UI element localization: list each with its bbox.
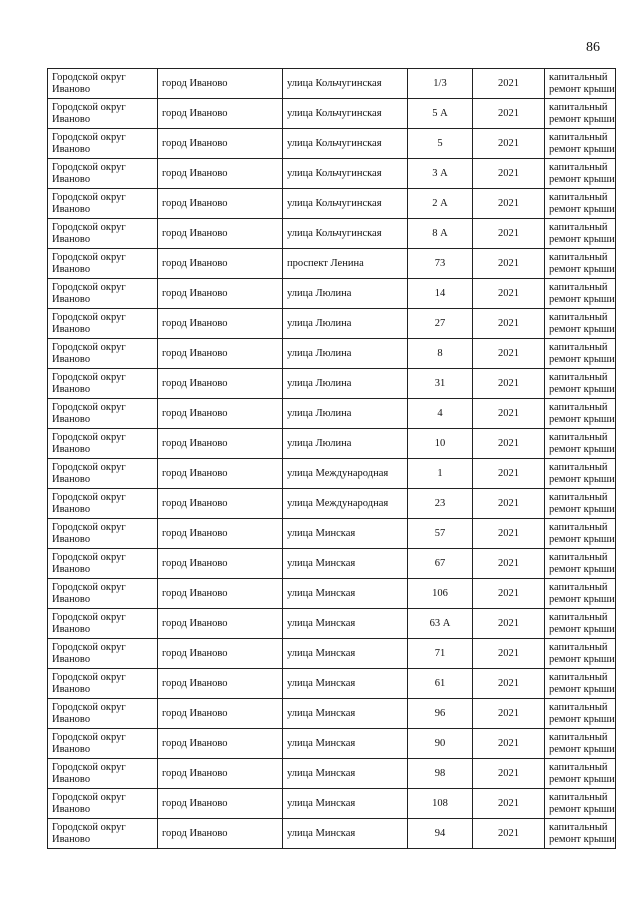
- district-cell: [48, 339, 158, 369]
- work-type-cell: [545, 309, 616, 339]
- district-line: Городской округ: [52, 792, 126, 803]
- table-row: [48, 639, 616, 669]
- city-cell: город Иваново: [158, 459, 283, 489]
- street-cell: улица Минская: [283, 759, 408, 789]
- work-type-line: капитальный: [549, 462, 608, 473]
- district-cell: [48, 399, 158, 429]
- table-row: [48, 699, 616, 729]
- work-type-line: капитальный: [549, 342, 608, 353]
- year-cell: 2021: [473, 729, 545, 759]
- housing-repair-table: [47, 68, 616, 849]
- work-type-cell: [545, 369, 616, 399]
- work-type-line: ремонт крыши: [549, 563, 615, 575]
- district-line: Городской округ: [52, 132, 126, 143]
- district-cell: [48, 639, 158, 669]
- year-cell: 2021: [473, 219, 545, 249]
- house-number-cell: 61: [408, 669, 473, 699]
- work-type-line: капитальный: [549, 192, 608, 203]
- city-cell: город Иваново: [158, 189, 283, 219]
- work-type-cell: [545, 99, 616, 129]
- year-cell: 2021: [473, 519, 545, 549]
- street-cell: улица Минская: [283, 609, 408, 639]
- district-line: Иваново: [52, 773, 91, 785]
- district-line: Иваново: [52, 233, 91, 245]
- district-line: Городской округ: [52, 672, 126, 683]
- district-line: Иваново: [52, 83, 91, 95]
- work-type-line: ремонт крыши: [549, 293, 615, 305]
- year-cell: 2021: [473, 429, 545, 459]
- district-line: Городской округ: [52, 432, 126, 443]
- district-line: Иваново: [52, 143, 91, 155]
- work-type-line: ремонт крыши: [549, 773, 615, 785]
- house-number-cell: 10: [408, 429, 473, 459]
- street-cell: улица Люлина: [283, 399, 408, 429]
- district-cell: [48, 249, 158, 279]
- work-type-line: капитальный: [549, 72, 608, 83]
- district-line: Городской округ: [52, 822, 126, 833]
- district-line: Иваново: [52, 173, 91, 185]
- year-cell: 2021: [473, 639, 545, 669]
- district-line: Иваново: [52, 533, 91, 545]
- city-cell: город Иваново: [158, 69, 283, 99]
- street-cell: улица Международная: [283, 489, 408, 519]
- district-cell: [48, 489, 158, 519]
- work-type-line: ремонт крыши: [549, 803, 615, 815]
- district-cell: [48, 519, 158, 549]
- city-cell: город Иваново: [158, 429, 283, 459]
- district-line: Иваново: [52, 353, 91, 365]
- table-row: [48, 249, 616, 279]
- district-cell: [48, 159, 158, 189]
- district-line: Городской округ: [52, 462, 126, 473]
- house-number-cell: 27: [408, 309, 473, 339]
- work-type-line: ремонт крыши: [549, 623, 615, 635]
- city-cell: город Иваново: [158, 159, 283, 189]
- street-cell: улица Люлина: [283, 339, 408, 369]
- year-cell: 2021: [473, 399, 545, 429]
- district-line: Городской округ: [52, 522, 126, 533]
- work-type-cell: [545, 759, 616, 789]
- city-cell: город Иваново: [158, 759, 283, 789]
- district-cell: [48, 99, 158, 129]
- work-type-line: ремонт крыши: [549, 653, 615, 665]
- work-type-cell: [545, 789, 616, 819]
- year-cell: 2021: [473, 699, 545, 729]
- city-cell: город Иваново: [158, 519, 283, 549]
- city-cell: город Иваново: [158, 579, 283, 609]
- house-number-cell: 63 А: [408, 609, 473, 639]
- district-line: Иваново: [52, 593, 91, 605]
- city-cell: город Иваново: [158, 219, 283, 249]
- city-cell: город Иваново: [158, 639, 283, 669]
- house-number-cell: 5: [408, 129, 473, 159]
- district-line: Иваново: [52, 803, 91, 815]
- house-number-cell: 5 А: [408, 99, 473, 129]
- district-cell: [48, 129, 158, 159]
- work-type-cell: [545, 609, 616, 639]
- work-type-line: капитальный: [549, 552, 608, 563]
- street-cell: улица Минская: [283, 519, 408, 549]
- district-line: Городской округ: [52, 552, 126, 563]
- work-type-line: капитальный: [549, 732, 608, 743]
- city-cell: город Иваново: [158, 309, 283, 339]
- street-cell: улица Международная: [283, 459, 408, 489]
- district-line: Иваново: [52, 293, 91, 305]
- district-line: Городской округ: [52, 612, 126, 623]
- house-number-cell: 96: [408, 699, 473, 729]
- street-cell: улица Люлина: [283, 279, 408, 309]
- city-cell: город Иваново: [158, 399, 283, 429]
- street-cell: улица Кольчугинская: [283, 189, 408, 219]
- district-line: Городской округ: [52, 732, 126, 743]
- house-number-cell: 90: [408, 729, 473, 759]
- work-type-cell: [545, 639, 616, 669]
- street-cell: улица Люлина: [283, 369, 408, 399]
- city-cell: город Иваново: [158, 369, 283, 399]
- work-type-cell: [545, 219, 616, 249]
- work-type-cell: [545, 129, 616, 159]
- district-line: Иваново: [52, 713, 91, 725]
- street-cell: улица Кольчугинская: [283, 69, 408, 99]
- year-cell: 2021: [473, 489, 545, 519]
- district-cell: [48, 789, 158, 819]
- street-cell: улица Минская: [283, 819, 408, 849]
- work-type-cell: [545, 579, 616, 609]
- table-body: [48, 69, 616, 849]
- table-row: [48, 99, 616, 129]
- table-row: [48, 759, 616, 789]
- house-number-cell: 1: [408, 459, 473, 489]
- work-type-cell: [545, 189, 616, 219]
- year-cell: 2021: [473, 459, 545, 489]
- work-type-line: ремонт крыши: [549, 413, 615, 425]
- work-type-line: ремонт крыши: [549, 683, 615, 695]
- district-line: Городской округ: [52, 492, 126, 503]
- house-number-cell: 94: [408, 819, 473, 849]
- city-cell: город Иваново: [158, 99, 283, 129]
- table-row: [48, 729, 616, 759]
- house-number-cell: 73: [408, 249, 473, 279]
- work-type-line: ремонт крыши: [549, 593, 615, 605]
- work-type-cell: [545, 249, 616, 279]
- year-cell: 2021: [473, 249, 545, 279]
- work-type-line: капитальный: [549, 372, 608, 383]
- house-number-cell: 2 А: [408, 189, 473, 219]
- street-cell: улица Минская: [283, 549, 408, 579]
- street-cell: улица Кольчугинская: [283, 129, 408, 159]
- district-line: Городской округ: [52, 702, 126, 713]
- house-number-cell: 3 А: [408, 159, 473, 189]
- district-line: Городской округ: [52, 762, 126, 773]
- work-type-line: ремонт крыши: [549, 143, 615, 155]
- year-cell: 2021: [473, 609, 545, 639]
- work-type-cell: [545, 69, 616, 99]
- house-number-cell: 108: [408, 789, 473, 819]
- table-row: [48, 579, 616, 609]
- work-type-line: капитальный: [549, 672, 608, 683]
- district-line: Иваново: [52, 683, 91, 695]
- table-row: [48, 489, 616, 519]
- work-type-line: ремонт крыши: [549, 383, 615, 395]
- work-type-line: капитальный: [549, 702, 608, 713]
- house-number-cell: 1/3: [408, 69, 473, 99]
- work-type-line: капитальный: [549, 762, 608, 773]
- district-cell: [48, 579, 158, 609]
- year-cell: 2021: [473, 69, 545, 99]
- table-row: [48, 159, 616, 189]
- work-type-line: капитальный: [549, 582, 608, 593]
- table-row: [48, 429, 616, 459]
- district-cell: [48, 189, 158, 219]
- work-type-line: ремонт крыши: [549, 203, 615, 215]
- street-cell: улица Кольчугинская: [283, 99, 408, 129]
- work-type-line: капитальный: [549, 432, 608, 443]
- work-type-line: капитальный: [549, 312, 608, 323]
- table-row: [48, 189, 616, 219]
- year-cell: 2021: [473, 279, 545, 309]
- district-line: Городской округ: [52, 312, 126, 323]
- year-cell: 2021: [473, 189, 545, 219]
- district-line: Городской округ: [52, 282, 126, 293]
- work-type-line: капитальный: [549, 612, 608, 623]
- year-cell: 2021: [473, 669, 545, 699]
- district-line: Иваново: [52, 323, 91, 335]
- district-line: Иваново: [52, 653, 91, 665]
- work-type-cell: [545, 459, 616, 489]
- house-number-cell: 14: [408, 279, 473, 309]
- work-type-cell: [545, 279, 616, 309]
- work-type-cell: [545, 159, 616, 189]
- year-cell: 2021: [473, 99, 545, 129]
- year-cell: 2021: [473, 759, 545, 789]
- work-type-line: ремонт крыши: [549, 353, 615, 365]
- work-type-cell: [545, 549, 616, 579]
- table-row: [48, 279, 616, 309]
- table-row: [48, 369, 616, 399]
- table-row: [48, 819, 616, 849]
- street-cell: улица Минская: [283, 729, 408, 759]
- district-line: Иваново: [52, 203, 91, 215]
- district-cell: [48, 609, 158, 639]
- house-number-cell: 23: [408, 489, 473, 519]
- street-cell: улица Минская: [283, 669, 408, 699]
- table-row: [48, 309, 616, 339]
- district-line: Городской округ: [52, 102, 126, 113]
- table-row: [48, 669, 616, 699]
- district-line: Иваново: [52, 563, 91, 575]
- street-cell: улица Кольчугинская: [283, 159, 408, 189]
- house-number-cell: 4: [408, 399, 473, 429]
- district-line: Городской округ: [52, 222, 126, 233]
- page-number: 86: [586, 40, 600, 55]
- work-type-line: капитальный: [549, 132, 608, 143]
- street-cell: проспект Ленина: [283, 249, 408, 279]
- work-type-line: ремонт крыши: [549, 173, 615, 185]
- work-type-line: капитальный: [549, 822, 608, 833]
- work-type-line: ремонт крыши: [549, 233, 615, 245]
- house-number-cell: 106: [408, 579, 473, 609]
- work-type-line: капитальный: [549, 162, 608, 173]
- work-type-cell: [545, 669, 616, 699]
- year-cell: 2021: [473, 549, 545, 579]
- street-cell: улица Минская: [283, 789, 408, 819]
- work-type-line: капитальный: [549, 402, 608, 413]
- city-cell: город Иваново: [158, 549, 283, 579]
- district-cell: [48, 279, 158, 309]
- street-cell: улица Люлина: [283, 429, 408, 459]
- house-number-cell: 98: [408, 759, 473, 789]
- table-row: [48, 789, 616, 819]
- work-type-line: капитальный: [549, 252, 608, 263]
- table-row: [48, 219, 616, 249]
- district-cell: [48, 669, 158, 699]
- district-line: Иваново: [52, 833, 91, 845]
- district-line: Иваново: [52, 743, 91, 755]
- district-cell: [48, 429, 158, 459]
- district-cell: [48, 549, 158, 579]
- district-line: Городской округ: [52, 252, 126, 263]
- work-type-line: капитальный: [549, 282, 608, 293]
- district-line: Городской округ: [52, 342, 126, 353]
- work-type-cell: [545, 489, 616, 519]
- district-line: Городской округ: [52, 192, 126, 203]
- city-cell: город Иваново: [158, 669, 283, 699]
- year-cell: 2021: [473, 579, 545, 609]
- house-number-cell: 8: [408, 339, 473, 369]
- city-cell: город Иваново: [158, 129, 283, 159]
- district-cell: [48, 69, 158, 99]
- district-cell: [48, 309, 158, 339]
- district-line: Иваново: [52, 623, 91, 635]
- table-row: [48, 549, 616, 579]
- district-cell: [48, 759, 158, 789]
- district-line: Городской округ: [52, 72, 126, 83]
- street-cell: улица Минская: [283, 699, 408, 729]
- work-type-line: ремонт крыши: [549, 743, 615, 755]
- district-line: Иваново: [52, 413, 91, 425]
- work-type-line: ремонт крыши: [549, 713, 615, 725]
- district-line: Городской округ: [52, 642, 126, 653]
- street-cell: улица Кольчугинская: [283, 219, 408, 249]
- street-cell: улица Минская: [283, 639, 408, 669]
- work-type-cell: [545, 729, 616, 759]
- city-cell: город Иваново: [158, 489, 283, 519]
- work-type-line: капитальный: [549, 792, 608, 803]
- table-row: [48, 459, 616, 489]
- district-line: Городской округ: [52, 402, 126, 413]
- table-row: [48, 609, 616, 639]
- district-cell: [48, 729, 158, 759]
- work-type-line: ремонт крыши: [549, 533, 615, 545]
- year-cell: 2021: [473, 159, 545, 189]
- year-cell: 2021: [473, 129, 545, 159]
- house-number-cell: 67: [408, 549, 473, 579]
- city-cell: город Иваново: [158, 699, 283, 729]
- city-cell: город Иваново: [158, 249, 283, 279]
- city-cell: город Иваново: [158, 609, 283, 639]
- work-type-cell: [545, 399, 616, 429]
- table-row: [48, 129, 616, 159]
- city-cell: город Иваново: [158, 819, 283, 849]
- district-cell: [48, 459, 158, 489]
- table-row: [48, 69, 616, 99]
- work-type-line: капитальный: [549, 222, 608, 233]
- work-type-line: ремонт крыши: [549, 443, 615, 455]
- street-cell: улица Минская: [283, 579, 408, 609]
- year-cell: 2021: [473, 789, 545, 819]
- work-type-line: капитальный: [549, 642, 608, 653]
- street-cell: улица Люлина: [283, 309, 408, 339]
- year-cell: 2021: [473, 339, 545, 369]
- year-cell: 2021: [473, 369, 545, 399]
- district-line: Иваново: [52, 503, 91, 515]
- work-type-line: ремонт крыши: [549, 503, 615, 515]
- district-line: Иваново: [52, 383, 91, 395]
- year-cell: 2021: [473, 309, 545, 339]
- work-type-line: ремонт крыши: [549, 83, 615, 95]
- house-number-cell: 31: [408, 369, 473, 399]
- house-number-cell: 8 А: [408, 219, 473, 249]
- district-line: Иваново: [52, 443, 91, 455]
- work-type-line: ремонт крыши: [549, 113, 615, 125]
- district-line: Городской округ: [52, 372, 126, 383]
- city-cell: город Иваново: [158, 339, 283, 369]
- house-number-cell: 71: [408, 639, 473, 669]
- district-cell: [48, 699, 158, 729]
- city-cell: город Иваново: [158, 279, 283, 309]
- work-type-cell: [545, 519, 616, 549]
- work-type-line: капитальный: [549, 492, 608, 503]
- table-row: [48, 399, 616, 429]
- work-type-cell: [545, 699, 616, 729]
- work-type-cell: [545, 339, 616, 369]
- year-cell: 2021: [473, 819, 545, 849]
- district-line: Городской округ: [52, 582, 126, 593]
- district-cell: [48, 369, 158, 399]
- work-type-cell: [545, 429, 616, 459]
- district-cell: [48, 219, 158, 249]
- district-line: Иваново: [52, 473, 91, 485]
- work-type-line: ремонт крыши: [549, 833, 615, 845]
- work-type-line: капитальный: [549, 522, 608, 533]
- work-type-line: ремонт крыши: [549, 473, 615, 485]
- district-line: Городской округ: [52, 162, 126, 173]
- work-type-line: капитальный: [549, 102, 608, 113]
- table-row: [48, 339, 616, 369]
- work-type-cell: [545, 819, 616, 849]
- district-line: Иваново: [52, 263, 91, 275]
- work-type-line: ремонт крыши: [549, 323, 615, 335]
- city-cell: город Иваново: [158, 789, 283, 819]
- district-cell: [48, 819, 158, 849]
- work-type-line: ремонт крыши: [549, 263, 615, 275]
- table-row: [48, 519, 616, 549]
- city-cell: город Иваново: [158, 729, 283, 759]
- district-line: Иваново: [52, 113, 91, 125]
- house-number-cell: 57: [408, 519, 473, 549]
